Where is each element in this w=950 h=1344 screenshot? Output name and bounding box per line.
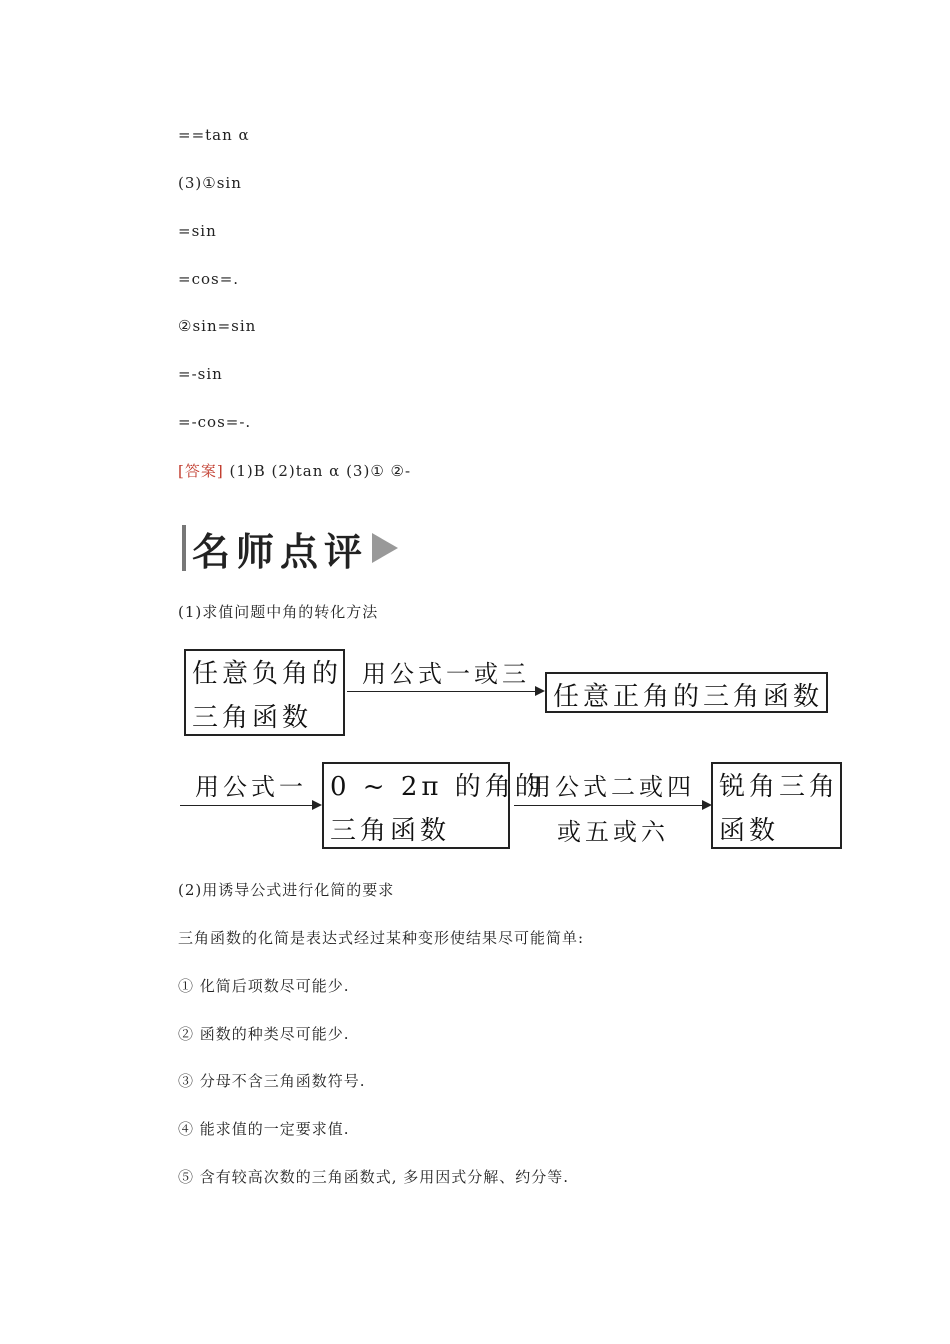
rule-item: ④ 能求值的一定要求值.	[178, 1120, 350, 1138]
rule-item: ③ 分母不含三角函数符号.	[178, 1072, 366, 1090]
arrow-label: 用公式二或四	[527, 773, 695, 801]
arrow-line	[514, 805, 702, 806]
formula-line: =cos=.	[178, 270, 240, 288]
section-heading	[182, 524, 398, 572]
subheading: (2)用诱导公式进行化简的要求	[178, 881, 395, 899]
box-text: 任意正角的三角函数	[553, 682, 824, 712]
arrow-label: 或五或六	[557, 818, 669, 846]
formula-line: (3)①sin	[178, 174, 242, 192]
rule-item: ⑤ 含有较高次数的三角函数式, 多用因式分解、约分等.	[178, 1168, 570, 1186]
box-text: 锐角三角	[719, 772, 840, 802]
formula-line: ②sin=sin	[178, 317, 257, 335]
rule-item: ① 化简后项数尽可能少.	[178, 977, 350, 995]
arrow-label: 用公式一或三	[362, 660, 530, 688]
box-text: 任意负角的	[192, 659, 343, 689]
triangle-arrow-icon	[372, 533, 398, 563]
flow-box-zero-to-2pi	[322, 762, 545, 849]
flow-box-acute-angle	[711, 762, 842, 849]
section-title: 名师点评	[192, 529, 369, 574]
flow-box-negative-angle	[184, 649, 345, 736]
answer-line	[178, 460, 411, 481]
subheading: (1)求值问题中角的转化方法	[178, 603, 379, 621]
flow-box-positive-angle	[545, 672, 828, 713]
formula-line: =sin	[178, 222, 217, 240]
box-text: 三角函数	[330, 816, 451, 846]
rule-item: ② 函数的种类尽可能少.	[178, 1025, 350, 1043]
arrow-line	[180, 805, 312, 806]
arrow-line	[347, 691, 535, 692]
paragraph: 三角函数的化简是表达式经过某种变形使结果尽可能简单:	[178, 929, 585, 947]
formula-line: ==tan α	[178, 126, 250, 144]
answer-tag: [答案]	[178, 462, 224, 480]
arrow-label: 用公式一	[195, 773, 307, 801]
formula-line: =-sin	[178, 365, 223, 383]
heading-bar	[182, 525, 186, 571]
formula-line: =-cos=-.	[178, 413, 252, 431]
box-text: 函数	[719, 816, 780, 846]
arrow-head-icon	[312, 800, 322, 810]
box-text: 0 ~ 2π 的角的	[330, 772, 545, 802]
box-text: 三角函数	[192, 703, 313, 733]
answer-text: (1)B (2)tan α (3)① ②-	[223, 462, 412, 480]
arrow-head-icon	[535, 686, 545, 696]
